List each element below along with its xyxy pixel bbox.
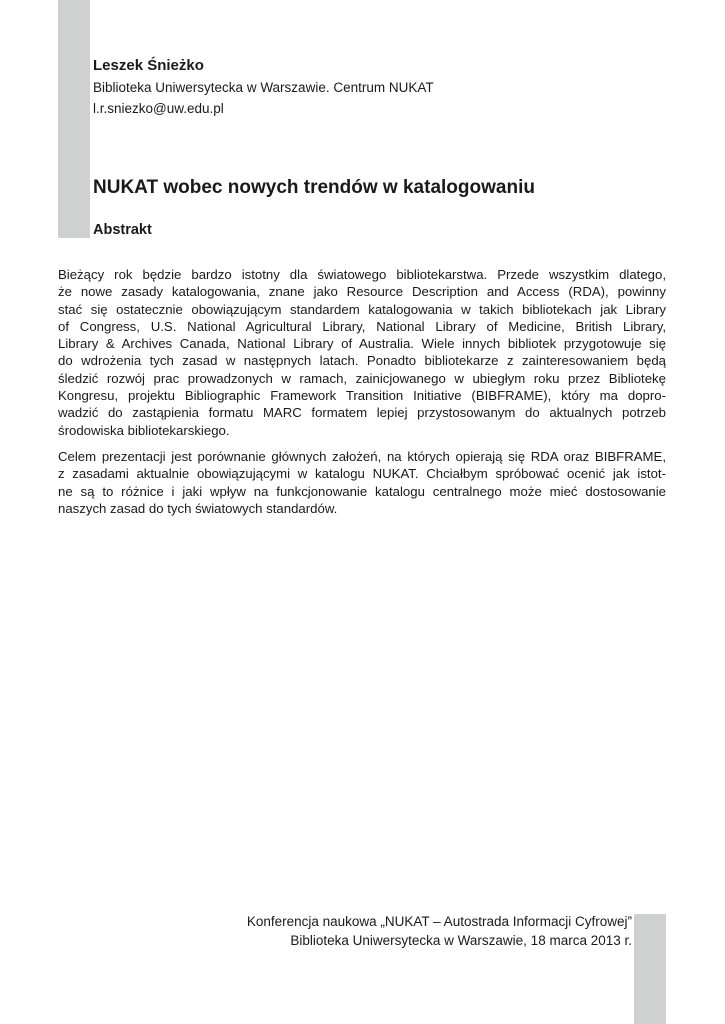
- abstract-body: [58, 266, 666, 526]
- paper-title: NUKAT wobec nowych trendów w katalogowaniu: [93, 177, 535, 198]
- text-line: Kongresu, projektu Bibliographic Framework Transition Initiative (BIBFRAME), który ma dopro-: [58, 388, 666, 404]
- conference-footer: [247, 912, 632, 950]
- text-line: ne są to różnice i jaki wpływ na funkcjonowanie katalogu centralnego może mieć dostosowanie: [58, 483, 666, 499]
- text-line: of Congress, U.S. National Agricultural Library, National Library of Medicine, British Library,: [58, 318, 666, 334]
- text-line: Celem prezentacji jest porównanie głównych założeń, na których opierają się RDA oraz BIBFRAME,: [58, 448, 666, 464]
- text-line: wadzić do zastąpienia formatu MARC formatem lepiej przystosowanym do aktualnych potrzeb: [58, 405, 666, 421]
- author-email: l.r.sniezko@uw.edu.pl: [93, 101, 224, 116]
- conference-venue-date: Biblioteka Uniwersytecka w Warszawie, 18 marca 2013 r.: [290, 933, 632, 948]
- abstract-paragraph: [58, 266, 666, 439]
- text-line: naszych zasad do tych światowych standardów.: [58, 500, 338, 516]
- abstract-heading: Abstrakt: [93, 222, 152, 238]
- text-line: do wdrożenia tych zasad w następnych latach. Ponadto bibliotekarze z zainteresowaniem będą: [58, 353, 666, 369]
- author-affiliation: Biblioteka Uniwersytecka w Warszawie. Centrum NUKAT: [93, 80, 434, 95]
- abstract-paragraph: [58, 448, 666, 517]
- decorative-side-bar-bottom: [634, 914, 666, 1024]
- text-line: stać się ostatecznie obowiązującym standardem katalogowania w takich bibliotekach jak Library: [58, 301, 666, 317]
- decorative-side-bar-top: [58, 0, 90, 238]
- text-line: śledzić rozwój prac prowadzonych w ramach, zainicjowanego w ubiegłym roku przez Bibliotekę: [58, 370, 666, 386]
- text-line: Bieżący rok będzie bardzo istotny dla światowego bibliotekarstwa. Przede wszystkim dlatego,: [58, 267, 666, 282]
- text-line: Library & Archives Canada, National Library of Australia. Wiele innych bibliotek przygotowuje się: [58, 336, 666, 352]
- text-line: środowiska bibliotekarskiego.: [58, 422, 230, 438]
- author-name: Leszek Śnieżko: [93, 57, 204, 74]
- text-line: z zasadami aktualnie obowiązującymi w katalogu NUKAT. Chciałbym spróbować ocenić jak istot-: [58, 466, 666, 482]
- text-line: że nowe zasady katalogowania, znane jako Resource Description and Access (RDA), powinny: [58, 284, 666, 300]
- conference-name: Konferencja naukowa „NUKAT – Autostrada Informacji Cyfrowej”: [246, 914, 632, 929]
